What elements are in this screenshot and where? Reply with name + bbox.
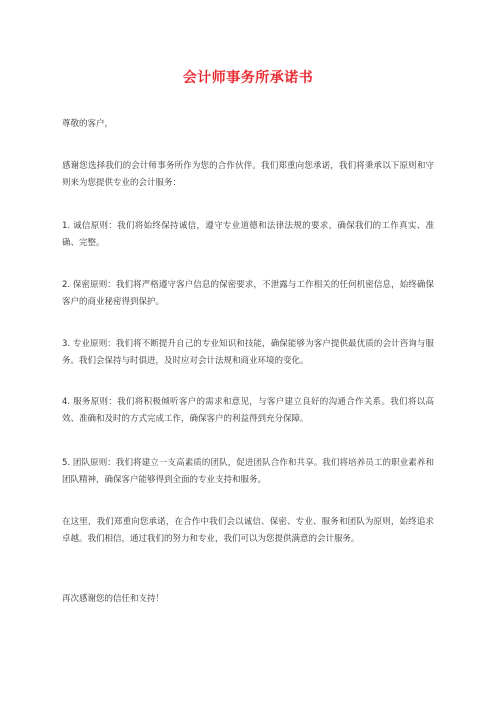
salutation: 尊敬的客户， <box>62 119 114 129</box>
principle-teamwork: 5. 团队原则：我们将建立一支高素质的团队，促进团队合作和共享。我们将培养员工的职业素养和团队精神，确保客户能够得到全面的专业支持和服务。 <box>62 458 434 485</box>
principle-service: 4. 服务原则：我们将积极倾听客户的需求和意见，与客户建立良好的沟通合作关系。我们将以高效、准确和及时的方式完成工作，确保客户的利益得到充分保障。 <box>62 397 434 424</box>
principle-integrity: 1. 诚信原则：我们将始终保持诚信，遵守专业道德和法律法规的要求，确保我们的工作真实、准确、完整。 <box>62 221 434 248</box>
principle-confidentiality: 2. 保密原则：我们将严格遵守客户信息的保密要求，不泄露与工作相关的任何机密信息，始终确保客户的商业秘密得到保护。 <box>62 280 434 307</box>
principle-professional: 3. 专业原则：我们将不断提升自己的专业知识和技能，确保能够为客户提供最优质的会计咨询与服务。我们会保持与时俱进，及时应对会计法规和商业环境的变化。 <box>62 339 434 366</box>
conclusion-paragraph: 在这里，我们郑重向您承诺，在合作中我们会以诚信、保密、专业、服务和团队为原则，始终追求卓越。我们相信，通过我们的努力和专业，我们可以为您提供满意的会计服务。 <box>62 517 434 544</box>
document-title: 会计师事务所承诺书 <box>182 70 314 86</box>
closing-line: 再次感谢您的信任和支持！ <box>62 594 165 604</box>
intro-paragraph: 感谢您选择我们的会计师事务所作为您的合作伙伴。我们郑重向您承诺，我们将秉承以下原则和守则来为您提供专业的会计服务： <box>62 161 434 188</box>
